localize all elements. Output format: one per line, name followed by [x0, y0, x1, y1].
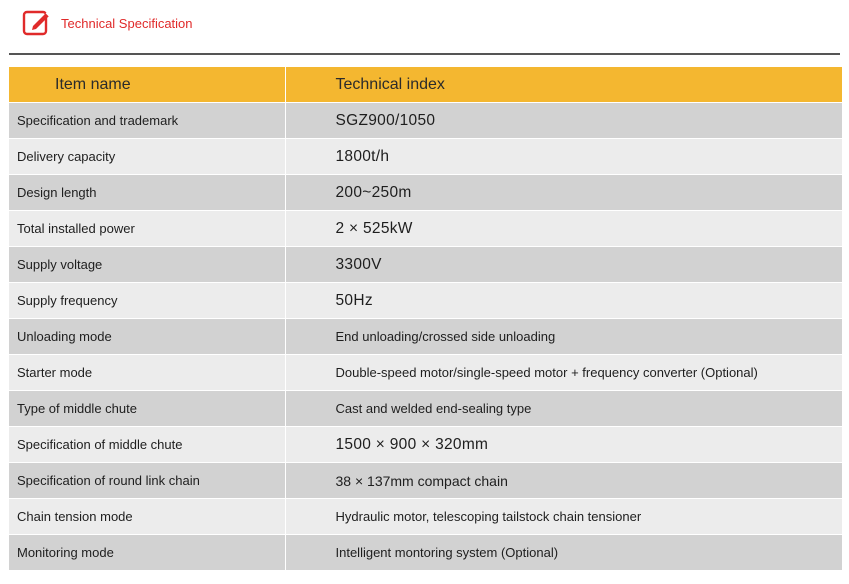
table-header-row	[9, 67, 842, 103]
row-technical-index: 2 × 525kW	[285, 211, 842, 247]
table-row	[9, 175, 842, 211]
row-technical-index: End unloading/crossed side unloading	[285, 319, 842, 355]
row-technical-index: 1800t/h	[285, 139, 842, 175]
row-item-name: Chain tension mode	[9, 499, 285, 535]
row-item-name: Specification of middle chute	[9, 427, 285, 463]
table-row	[9, 499, 842, 535]
row-item-name: Specification of round link chain	[9, 463, 285, 499]
spec-table	[9, 67, 842, 570]
table-row	[9, 139, 842, 175]
row-technical-index: Intelligent montoring system (Optional)	[285, 535, 842, 571]
row-item-name: Supply frequency	[9, 283, 285, 319]
table-row	[9, 355, 842, 391]
row-technical-index: 38 × 137mm compact chain	[285, 463, 842, 499]
row-item-name: Type of middle chute	[9, 391, 285, 427]
row-technical-index: 3300V	[285, 247, 842, 283]
row-item-name: Unloading mode	[9, 319, 285, 355]
row-technical-index: Cast and welded end-sealing type	[285, 391, 842, 427]
row-technical-index: 50Hz	[285, 283, 842, 319]
table-row	[9, 247, 842, 283]
row-technical-index: 1500 × 900 × 320mm	[285, 427, 842, 463]
edit-icon	[22, 8, 52, 38]
table-row	[9, 463, 842, 499]
row-technical-index: 200~250m	[285, 175, 842, 211]
row-item-name: Delivery capacity	[9, 139, 285, 175]
table-row	[9, 283, 842, 319]
table-row	[9, 103, 842, 139]
section-header	[22, 7, 193, 39]
table-row	[9, 535, 842, 571]
row-item-name: Monitoring mode	[9, 535, 285, 571]
column-header-technical-index: Technical index	[285, 67, 842, 103]
row-item-name: Starter mode	[9, 355, 285, 391]
row-technical-index: Hydraulic motor, telescoping tailstock chain tensioner	[285, 499, 842, 535]
row-item-name: Total installed power	[9, 211, 285, 247]
row-item-name: Specification and trademark	[9, 103, 285, 139]
table-row	[9, 319, 842, 355]
table-row	[9, 427, 842, 463]
row-technical-index: SGZ900/1050	[285, 103, 842, 139]
section-title: Technical Specification	[61, 15, 193, 31]
table-row	[9, 391, 842, 427]
column-header-item-name: Item name	[9, 67, 285, 103]
row-item-name: Supply voltage	[9, 247, 285, 283]
row-technical-index: Double-speed motor/single-speed motor + frequency converter (Optional)	[285, 355, 842, 391]
table-row	[9, 211, 842, 247]
header-divider	[9, 53, 840, 55]
row-item-name: Design length	[9, 175, 285, 211]
